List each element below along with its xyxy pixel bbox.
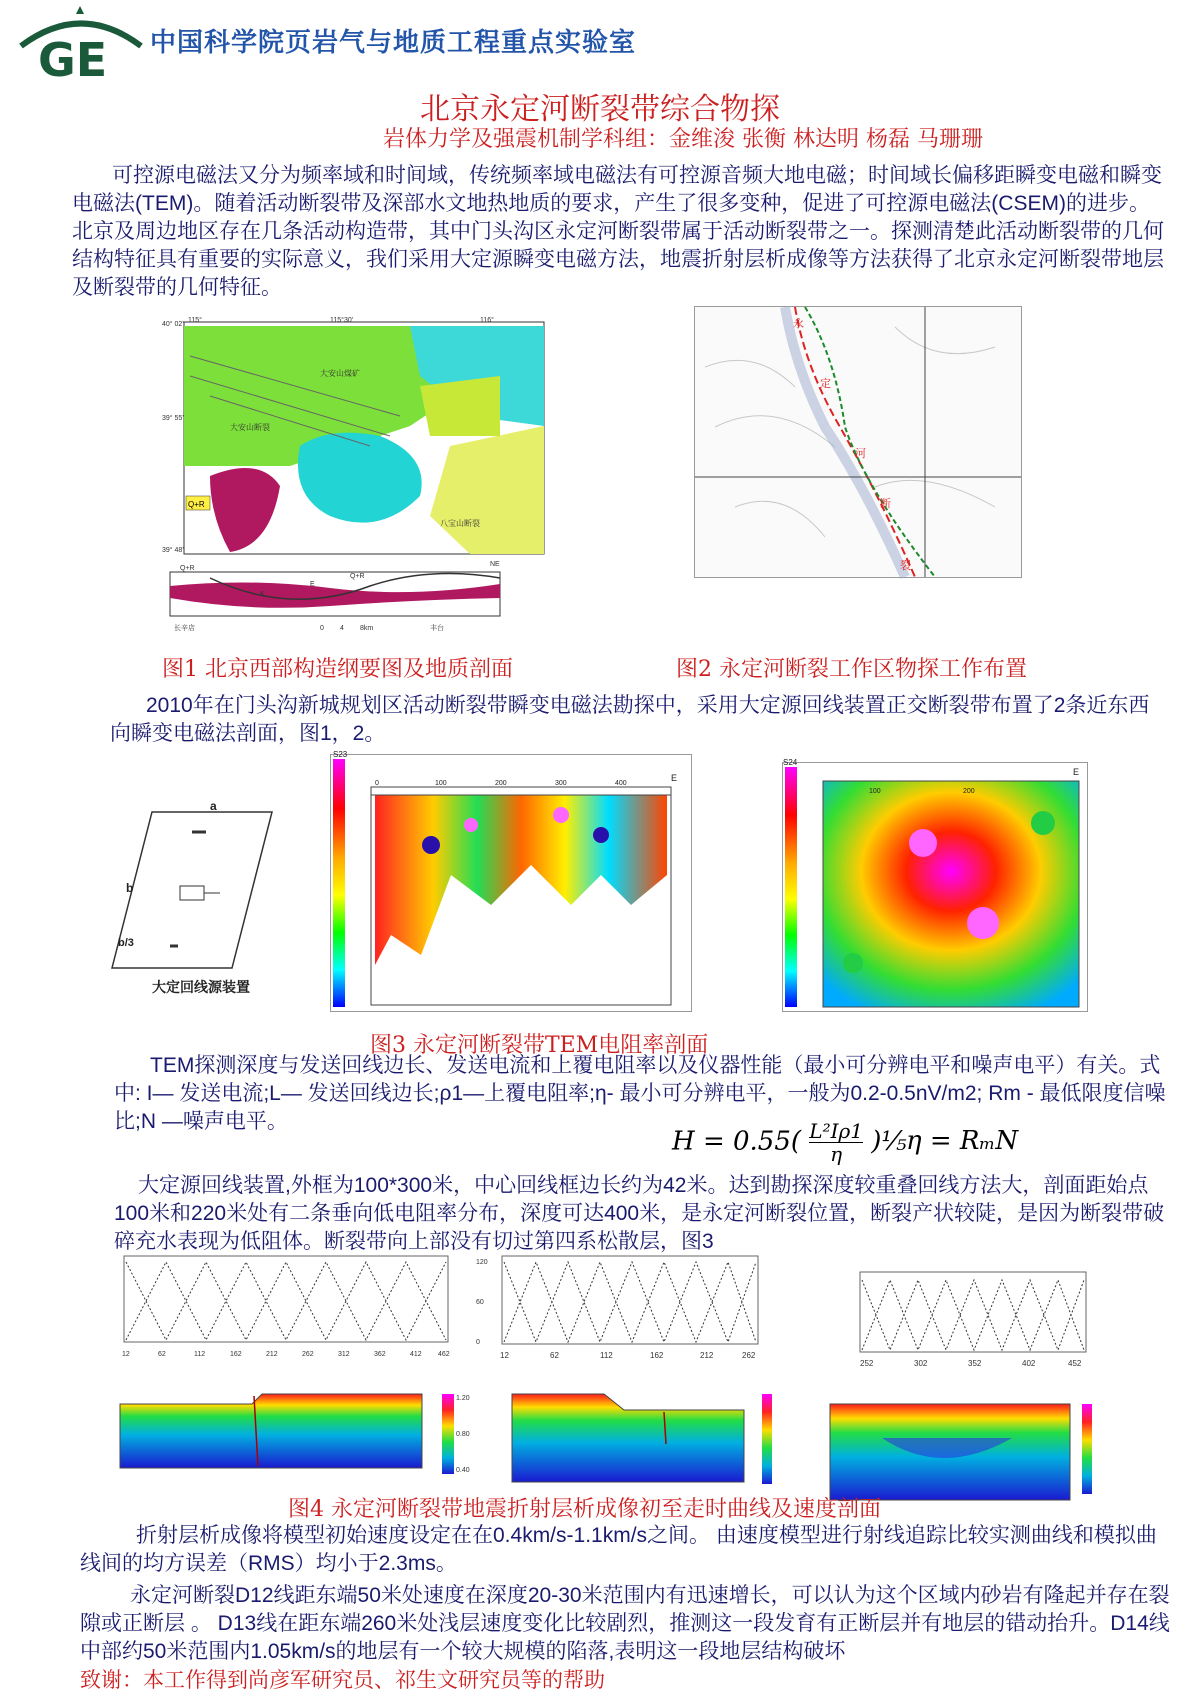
tick-lon-1: 115° xyxy=(188,317,202,324)
formula-numerator: L²Iρ1 xyxy=(809,1119,863,1143)
loop-label-b: b xyxy=(126,881,134,895)
map-label-fault-1: 大安山断裂 xyxy=(230,423,270,432)
map-unit-yellow-ne xyxy=(420,376,500,436)
geologic-section xyxy=(170,561,500,632)
figure-4-velocity-1 xyxy=(102,1374,474,1482)
y-tick: 0 xyxy=(476,1339,480,1346)
scale-label: 0 xyxy=(320,625,324,632)
x-tick: 62 xyxy=(158,1351,166,1358)
x-tick: 200 xyxy=(495,780,507,787)
section-label-fengtai: 丰台 xyxy=(430,625,444,632)
fault-label: 断 xyxy=(880,498,891,510)
x-tick: 100 xyxy=(869,788,881,795)
figure-3-section-left xyxy=(330,750,692,1012)
x-tick: 0 xyxy=(375,780,379,787)
refraction-paragraph: 折射层析成像将模型初始速度设定在在0.4km/s-1.1km/s之间。 由速度模型进行射线追踪比较实测曲线和模拟曲线间的均方误差（RMS）均小于2.3ms。 xyxy=(80,1524,1157,1575)
map-label-mine: 大安山煤矿 xyxy=(320,369,360,378)
direction-label: E xyxy=(671,773,678,783)
noise-formula: η = RₘN xyxy=(906,1126,1019,1156)
x-tick: 452 xyxy=(1068,1359,1082,1368)
fault-label: 定 xyxy=(820,378,831,390)
x-tick: 400 xyxy=(615,780,627,787)
x-tick: 302 xyxy=(914,1359,928,1368)
figure-3-section-right xyxy=(782,758,1088,1012)
x-tick: 212 xyxy=(266,1351,278,1358)
section-label: NE xyxy=(490,561,500,568)
loop-frame xyxy=(112,812,272,968)
map-label-qr: Q+R xyxy=(188,500,205,509)
tick-lat-3: 39° 48' xyxy=(162,547,184,554)
loop-label-a: a xyxy=(210,799,217,813)
figure-4-traveltime-2 xyxy=(476,1252,762,1362)
x-tick: 100 xyxy=(435,780,447,787)
x-tick: 352 xyxy=(968,1359,982,1368)
loop-label-b3: b/3 xyxy=(118,937,134,949)
figure-1-geologic-map xyxy=(162,316,546,646)
velocity-section xyxy=(120,1394,422,1468)
scale-label: 8km xyxy=(360,625,374,632)
authors: 岩体力学及强震机制学科组：金维浚 张衡 林达明 杨磊 马珊珊 xyxy=(383,127,983,152)
section-id: S24 xyxy=(783,758,798,767)
x-tick: 462 xyxy=(438,1351,450,1358)
formula-exponent: )⅕ xyxy=(871,1126,907,1157)
loop-caption: 大定回线源装置 xyxy=(152,980,250,996)
figure-4-traveltime-3 xyxy=(830,1268,1092,1370)
velocity-legend xyxy=(762,1394,772,1484)
loop-paragraph: 大定源回线装置,外框为100*300米，中心回线框边长约为42米。达到勘探深度较重叠回线方法大，剖面距始点100米和220米处有二条垂向低电阻率分布，深度可达400米，是永定河断裂位置，断裂产状较陡，是因为断裂带破碎充水表现为低阻体。断裂带向上部没有切过第四系松散层，图3 xyxy=(114,1174,1165,1253)
y-tick: 60 xyxy=(476,1299,484,1306)
x-tick: 212 xyxy=(700,1351,714,1360)
scale-label: 4 xyxy=(340,625,344,632)
depth-paragraph: TEM探测深度与发送回线边长、发送电流和上覆电阻率以及仪器性能（最小可分辨电平和噪声电平）有关。式中: I— 发送电流;L— 发送回线边长;ρ1—上覆电阻率;η- 最小可分辨电平，一般为0.2-0.5nV/m2; Rm - 最低限度信噪比;N —噪声电平。 xyxy=(114,1054,1166,1133)
tick-lat-2: 39° 55' xyxy=(162,415,184,422)
y-tick: 120 xyxy=(476,1259,488,1266)
x-tick: 112 xyxy=(194,1351,206,1358)
figure-2-survey-layout xyxy=(694,306,1022,578)
fault-label: 裂 xyxy=(900,560,911,572)
direction-label: E xyxy=(1073,767,1080,777)
tick-lon-2: 115°30' xyxy=(330,317,354,324)
intro-paragraph: 可控源电磁法又分为频率域和时间域，传统频率域电磁法有可控源音频大地电磁；时间域长偏移距瞬变电磁和瞬变电磁法(TEM)。随着活动断裂带及深部水文地热地质的要求，产生了很多变种，促进了可控源电磁法(CSEM)的进步。北京及周边地区存在几条活动构造带，其中门头沟区永定河断裂带属于活动断裂带之一。探测清楚此活动断裂带的几何结构特征具有重要的实际意义，我们采用大定源瞬变电磁方法，地震折射层析成像等方法获得了北京永定河断裂带地层及断裂带的几何特征。 xyxy=(72,164,1164,299)
x-tick: 262 xyxy=(302,1351,314,1358)
x-tick: 62 xyxy=(550,1351,559,1360)
x-tick: 112 xyxy=(600,1351,613,1360)
x-tick: 12 xyxy=(500,1351,509,1360)
figure-4-caption: 图4 永定河断裂带地震折射层析成像初至走时曲线及速度剖面 xyxy=(288,1497,881,1522)
figure-3-loop-diagram xyxy=(112,800,282,1000)
figure-2-caption: 图2 永定河断裂工作区物探工作布置 xyxy=(676,657,1027,682)
figure-4-velocity-3 xyxy=(812,1388,1112,1508)
section-id: S23 xyxy=(333,750,348,759)
legend-value: 0.80 xyxy=(456,1431,470,1438)
fault-label: 永 xyxy=(793,318,804,330)
interpretation-paragraph: 永定河断裂D12线距东端50米处速度在深度20-30米范围内有迅速增长，可以认为这个区域内砂岩有隆起并存在裂隙或正断层 。 D13线在距东端260米处浅层速度变化比较剧烈，推测这一段发育有正断层并有地层的错动抬升。D14线中部约50米范围内1.05km/s的地层有一个较大规模的陷落,表明这一段地层结构破坏 xyxy=(80,1584,1170,1663)
velocity-legend xyxy=(1082,1404,1092,1494)
section-label: Q+R xyxy=(180,565,195,572)
legend-value: 1.20 xyxy=(456,1395,470,1402)
formula-denominator: η xyxy=(830,1142,843,1166)
lab-name: 中国科学院页岩气与地质工程重点实验室 xyxy=(150,27,637,57)
velocity-section xyxy=(512,1394,744,1482)
section-label: E xyxy=(310,581,315,588)
velocity-legend xyxy=(442,1394,454,1474)
x-tick: 362 xyxy=(374,1351,386,1358)
map-label-fault-2: 八宝山断裂 xyxy=(440,519,480,528)
x-tick: 262 xyxy=(742,1351,756,1360)
x-tick: 412 xyxy=(410,1351,422,1358)
x-tick: 162 xyxy=(650,1351,664,1360)
color-scale xyxy=(785,767,797,1007)
poster-title: 北京永定河断裂带综合物探 xyxy=(420,92,780,127)
x-tick: 300 xyxy=(555,780,567,787)
tick-lat-1: 40° 02' xyxy=(162,321,184,328)
figure-4-traveltime-1 xyxy=(106,1252,452,1358)
x-tick: 402 xyxy=(1022,1359,1036,1368)
ge-logo xyxy=(16,6,146,87)
acknowledgement: 致谢：本工作得到尚彦军研究员、祁生文研究员等的帮助 xyxy=(80,1668,605,1692)
x-tick: 162 xyxy=(230,1351,242,1358)
formula-left: H = 0.55( xyxy=(672,1126,802,1157)
figure-4-velocity-2 xyxy=(494,1374,784,1492)
section-label: K xyxy=(260,591,265,598)
color-scale xyxy=(333,759,345,1007)
logo-text: GE xyxy=(38,33,108,87)
figure-1-caption: 图1 北京西部构造纲要图及地质剖面 xyxy=(162,657,513,682)
figure-3-caption: 图3 永定河断裂带TEM电阻率剖面 xyxy=(370,1033,709,1058)
x-tick: 12 xyxy=(122,1351,130,1358)
fault-label: 河 xyxy=(855,448,866,460)
x-tick: 200 xyxy=(963,788,975,795)
x-tick: 252 xyxy=(860,1359,874,1368)
tick-lon-3: 116° xyxy=(480,317,494,324)
x-tick: 312 xyxy=(338,1351,350,1358)
section-label-changxindian: 长辛店 xyxy=(174,625,195,632)
section-label: Q+R xyxy=(350,573,365,580)
survey-paragraph: 2010年在门头沟新城规划区活动断裂带瞬变电磁法勘探中，采用大定源回线装置正交断裂带布置了2条近东西向瞬变电磁法剖面，图1，2。 xyxy=(110,694,1150,745)
legend-value: 0.40 xyxy=(456,1467,470,1474)
